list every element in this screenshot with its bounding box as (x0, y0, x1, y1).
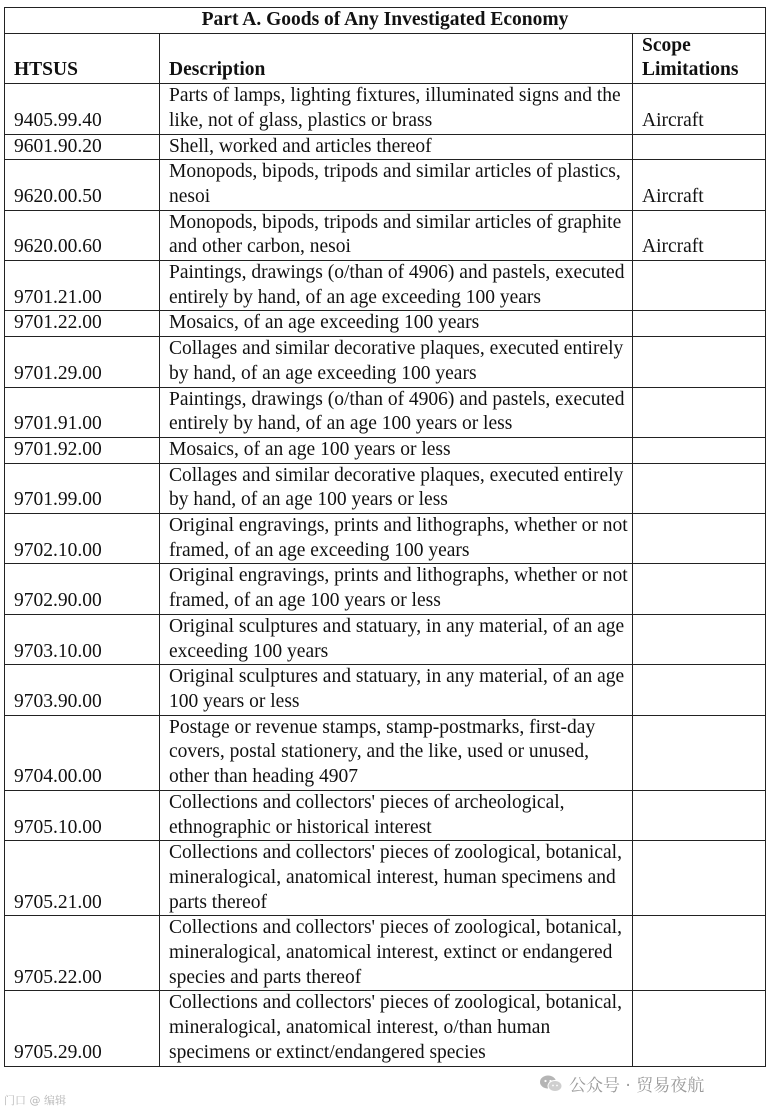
scope-cell: Aircraft (633, 210, 766, 260)
table-row (5, 337, 766, 387)
htsus-code: 9620.00.50 (5, 160, 160, 210)
table-row (5, 261, 766, 311)
htsus-code: 9701.21.00 (5, 261, 160, 311)
scope-cell (633, 841, 766, 916)
scope-cell (633, 991, 766, 1066)
scope-cell: Aircraft (633, 84, 766, 134)
description-cell: Collections and collectors' pieces of zoological, botanical, mineralogical, anatomical interest, human specimens and parts thereof (160, 841, 633, 916)
goods-table (4, 7, 766, 1067)
table-row (5, 790, 766, 840)
htsus-code: 9704.00.00 (5, 715, 160, 790)
scope-cell (633, 337, 766, 387)
description-cell: Original sculptures and statuary, in any material, of an age 100 years or less (160, 665, 633, 715)
table-title: Part A. Goods of Any Investigated Economy (5, 8, 766, 34)
table-row (5, 387, 766, 437)
description-cell: Original engravings, prints and lithographs, whether or not framed, of an age exceeding 100 years (160, 514, 633, 564)
htsus-code: 9701.92.00 (5, 437, 160, 463)
table-row (5, 514, 766, 564)
header-htsus: HTSUS (5, 33, 160, 83)
description-cell: Shell, worked and articles thereof (160, 134, 633, 160)
htsus-code: 9705.21.00 (5, 841, 160, 916)
table-row (5, 463, 766, 513)
htsus-code: 9705.22.00 (5, 916, 160, 991)
description-cell: Original sculptures and statuary, in any material, of an age exceeding 100 years (160, 614, 633, 664)
htsus-code: 9703.10.00 (5, 614, 160, 664)
htsus-code: 9620.00.60 (5, 210, 160, 260)
watermark-text: 公众号 · 贸易夜航 (569, 1076, 705, 1096)
description-cell: Collections and collectors' pieces of zoological, botanical, mineralogical, anatomical interest, extinct or endangered species and parts thereof (160, 916, 633, 991)
description-cell: Postage or revenue stamps, stamp-postmarks, first-day covers, postal stationery, and the like, used or unused, other than heading 4907 (160, 715, 633, 790)
htsus-code: 9701.29.00 (5, 337, 160, 387)
htsus-code: 9705.10.00 (5, 790, 160, 840)
corner-mark: 门口 @ 编辑 (4, 1094, 66, 1107)
htsus-code: 9705.29.00 (5, 991, 160, 1066)
scope-cell (633, 514, 766, 564)
table-row (5, 916, 766, 991)
htsus-code: 9702.10.00 (5, 514, 160, 564)
description-cell: Paintings, drawings (o/than of 4906) and pastels, executed entirely by hand, of an age exceeding 100 years (160, 261, 633, 311)
htsus-code: 9701.91.00 (5, 387, 160, 437)
scope-cell (633, 564, 766, 614)
description-cell: Paintings, drawings (o/than of 4906) and pastels, executed entirely by hand, of an age 100 years or less (160, 387, 633, 437)
description-cell: Collages and similar decorative plaques, executed entirely by hand, of an age exceeding 100 years (160, 337, 633, 387)
table-row (5, 311, 766, 337)
wechat-official-account-icon (539, 1074, 563, 1094)
scope-cell: Aircraft (633, 160, 766, 210)
scope-cell (633, 715, 766, 790)
htsus-code: 9702.90.00 (5, 564, 160, 614)
description-cell: Parts of lamps, lighting fixtures, illuminated signs and the like, not of glass, plastics or brass (160, 84, 633, 134)
table-row (5, 665, 766, 715)
description-cell: Monopods, bipods, tripods and similar articles of graphite and other carbon, nesoi (160, 210, 633, 260)
description-cell: Collections and collectors' pieces of archeological, ethnographic or historical interest (160, 790, 633, 840)
table-row (5, 991, 766, 1066)
document-page (4, 7, 766, 1067)
description-cell: Mosaics, of an age exceeding 100 years (160, 311, 633, 337)
scope-cell (633, 463, 766, 513)
table-row (5, 134, 766, 160)
table-row (5, 614, 766, 664)
description-cell: Mosaics, of an age 100 years or less (160, 437, 633, 463)
table-row (5, 210, 766, 260)
table-row (5, 160, 766, 210)
htsus-code: 9405.99.40 (5, 84, 160, 134)
htsus-code: 9701.99.00 (5, 463, 160, 513)
description-cell: Monopods, bipods, tripods and similar articles of plastics, nesoi (160, 160, 633, 210)
scope-cell (633, 916, 766, 991)
header-scope-limitations (633, 33, 766, 83)
scope-cell (633, 134, 766, 160)
watermark (539, 1071, 704, 1096)
header-description: Description (160, 33, 633, 83)
table-row (5, 564, 766, 614)
table-row (5, 715, 766, 790)
scope-cell (633, 261, 766, 311)
htsus-code: 9701.22.00 (5, 311, 160, 337)
scope-cell (633, 387, 766, 437)
scope-cell (633, 311, 766, 337)
scope-cell (633, 665, 766, 715)
description-cell: Collages and similar decorative plaques, executed entirely by hand, of an age 100 years or less (160, 463, 633, 513)
header-scope-line1: Scope (642, 34, 691, 56)
description-cell: Original engravings, prints and lithographs, whether or not framed, of an age 100 years or less (160, 564, 633, 614)
scope-cell (633, 614, 766, 664)
table-row (5, 437, 766, 463)
htsus-code: 9601.90.20 (5, 134, 160, 160)
table-row (5, 841, 766, 916)
header-scope-line2: Limitations (642, 59, 739, 81)
htsus-code: 9703.90.00 (5, 665, 160, 715)
description-cell: Collections and collectors' pieces of zoological, botanical, mineralogical, anatomical interest, o/than human specimens or extinct/endangered species (160, 991, 633, 1066)
table-row (5, 84, 766, 134)
scope-cell (633, 437, 766, 463)
scope-cell (633, 790, 766, 840)
